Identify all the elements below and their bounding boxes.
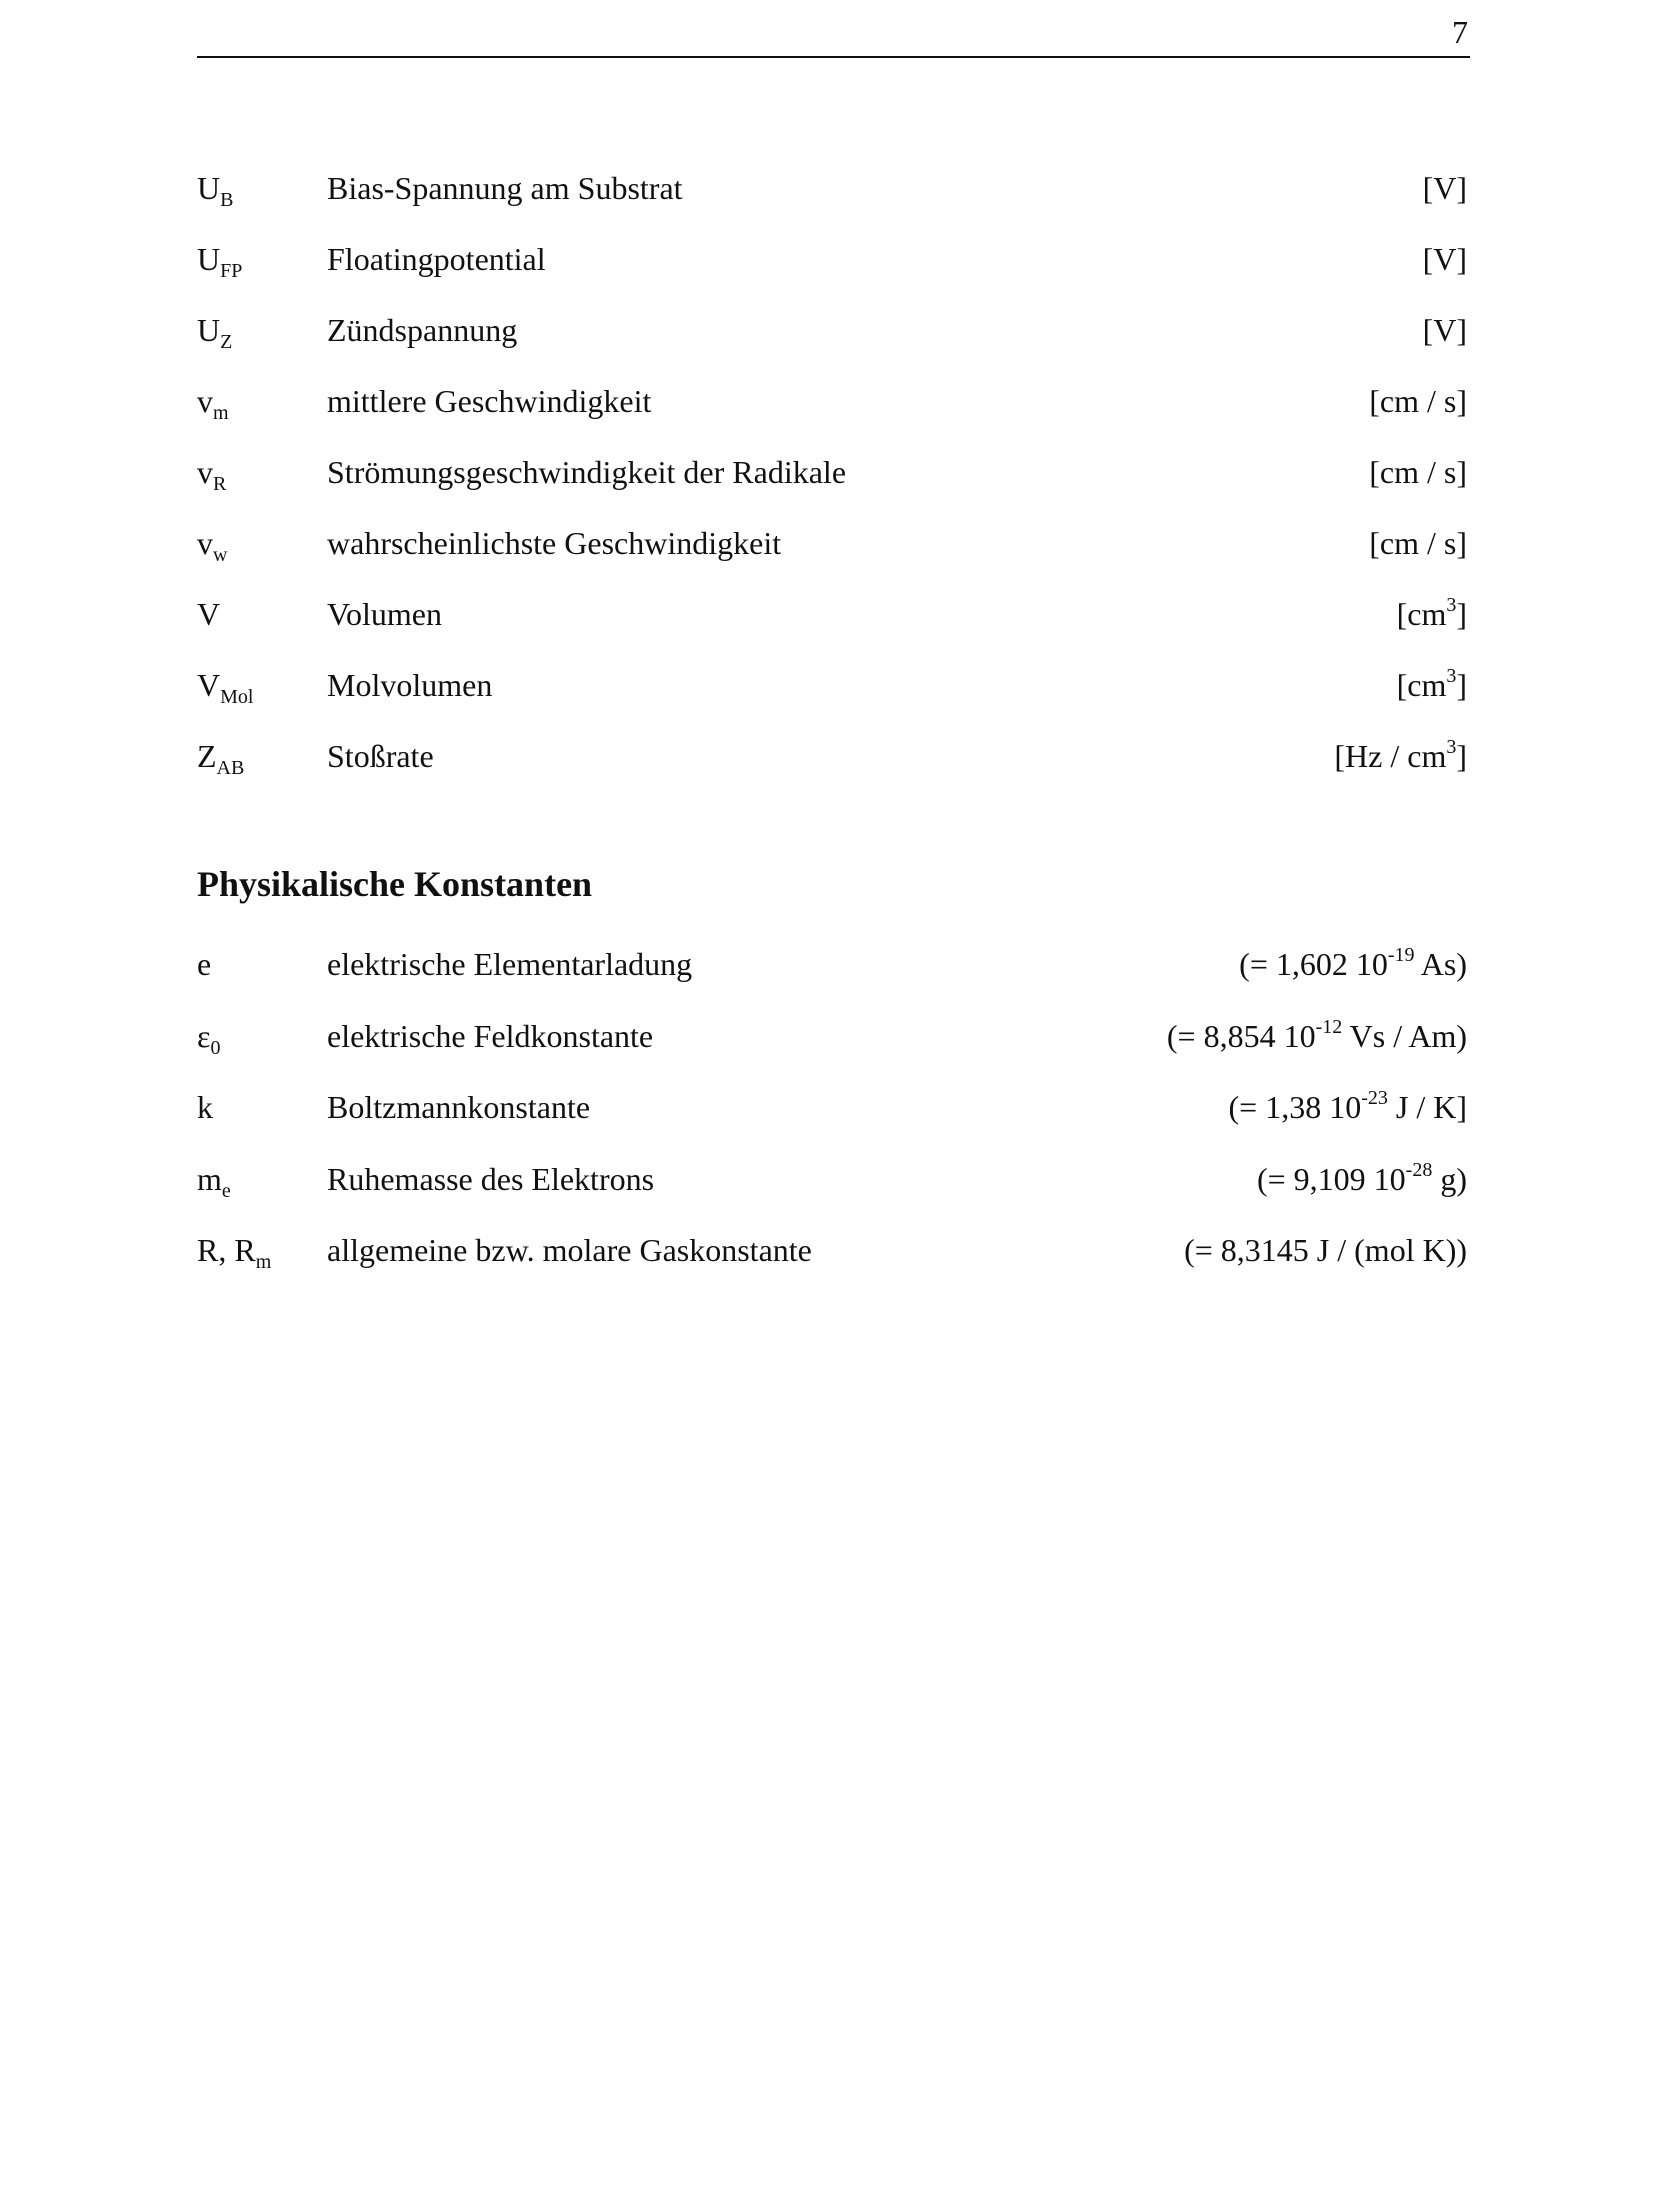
constant-value xyxy=(1184,1230,1467,1270)
unit-text: [cm xyxy=(1396,596,1447,632)
constant-description: elektrische Feldkonstante xyxy=(327,1017,654,1054)
unit-text: [cm / s] xyxy=(1369,525,1467,561)
value-text-end: Vs / Am) xyxy=(1342,1017,1467,1054)
constant-row xyxy=(197,1230,1467,1302)
unit-text: [cm / s] xyxy=(1369,454,1467,490)
symbol-subscript: 0 xyxy=(210,1036,221,1059)
constant-row xyxy=(197,1087,1467,1159)
symbol-row xyxy=(197,381,1467,452)
symbol-unit xyxy=(1423,168,1467,208)
symbol xyxy=(197,239,243,282)
symbol-description: Floatingpotential xyxy=(327,241,546,277)
unit-text: [cm / s] xyxy=(1369,383,1467,419)
symbol-base: Z xyxy=(197,738,217,774)
constant-description: elektrische Elementarladung xyxy=(327,946,693,982)
page-number: 7 xyxy=(1452,14,1468,50)
symbol xyxy=(197,310,233,353)
unit-superscript: 3 xyxy=(1446,665,1457,687)
symbol-row xyxy=(197,736,1467,807)
symbol-base: V xyxy=(197,596,221,632)
constant-row xyxy=(197,1159,1467,1231)
constant-description: Boltzmannkonstante xyxy=(327,1089,591,1125)
section-heading-constants: Physikalische Konstanten xyxy=(197,864,593,904)
symbol-base: v xyxy=(197,383,213,419)
unit-text: [cm xyxy=(1396,667,1447,703)
symbol xyxy=(197,523,228,566)
unit-text-end: ] xyxy=(1456,596,1467,632)
symbol-description: wahrscheinlichste Geschwindigkeit xyxy=(327,525,782,561)
unit-superscript: 3 xyxy=(1446,736,1457,758)
symbol xyxy=(197,594,220,634)
symbol-description: Zündspannung xyxy=(327,312,518,348)
unit-text: [V] xyxy=(1422,312,1467,348)
symbol-base: ε xyxy=(197,1017,211,1054)
value-text: (= 1,602 10 xyxy=(1239,946,1388,982)
symbol-unit xyxy=(1423,239,1467,279)
symbol-subscript: Z xyxy=(220,331,233,353)
symbol-subscript: AB xyxy=(216,757,245,779)
symbol xyxy=(197,736,245,779)
value-exponent: -23 xyxy=(1361,1087,1388,1109)
symbol-row xyxy=(197,310,1467,381)
constants-list xyxy=(197,944,1467,1302)
symbol-unit xyxy=(1397,594,1467,634)
symbol-base: U xyxy=(197,312,221,348)
value-text: (= 8,3145 J / (mol K)) xyxy=(1184,1232,1467,1268)
symbol xyxy=(197,944,211,984)
symbol xyxy=(197,1159,231,1202)
constant-row xyxy=(197,944,1467,1016)
value-exponent: -28 xyxy=(1405,1158,1433,1181)
symbol-base: R, R xyxy=(197,1232,256,1268)
constant-value xyxy=(1257,1159,1467,1199)
symbol xyxy=(197,665,254,708)
symbol-base: U xyxy=(197,241,221,277)
symbol-base: k xyxy=(197,1089,213,1125)
symbol-subscript: R xyxy=(213,473,227,495)
symbol-subscript: m xyxy=(255,1251,272,1273)
symbol-unit xyxy=(1369,523,1467,563)
symbol-unit xyxy=(1369,452,1467,492)
symbol-unit xyxy=(1423,310,1467,350)
value-exponent: -12 xyxy=(1315,1015,1343,1038)
value-text-end: g) xyxy=(1432,1160,1467,1197)
symbol xyxy=(197,452,227,495)
value-text-end: As) xyxy=(1414,946,1467,982)
value-text: (= 1,38 10 xyxy=(1228,1089,1362,1125)
symbol-subscript: Mol xyxy=(220,686,254,708)
symbol-row xyxy=(197,452,1467,523)
symbol-base: m xyxy=(197,1160,222,1197)
symbol-base: v xyxy=(197,525,213,561)
symbol-description: Strömungsgeschwindigkeit der Radikale xyxy=(327,454,847,490)
unit-text: [V] xyxy=(1422,170,1467,206)
symbol-base: U xyxy=(197,170,221,206)
symbol xyxy=(197,1087,213,1127)
symbol-subscript: FP xyxy=(220,260,243,282)
value-text: (= 8,854 10 xyxy=(1166,1017,1316,1054)
symbol-unit xyxy=(1397,665,1467,705)
unit-superscript: 3 xyxy=(1446,594,1457,616)
symbol-base: v xyxy=(197,454,213,490)
constant-description: Ruhemasse des Elektrons xyxy=(327,1160,655,1197)
symbol-description: mittlere Geschwindigkeit xyxy=(327,383,652,419)
symbol-description: Volumen xyxy=(327,596,442,632)
header-rule xyxy=(197,56,1470,58)
value-exponent: -19 xyxy=(1387,944,1415,966)
symbol-subscript: B xyxy=(220,189,234,211)
symbol-list xyxy=(197,168,1467,807)
symbol-description: Stoßrate xyxy=(327,738,434,774)
symbol-row xyxy=(197,665,1467,736)
symbol-row xyxy=(197,239,1467,310)
symbol-subscript: e xyxy=(221,1179,231,1202)
symbol xyxy=(197,1230,272,1273)
symbol-subscript: w xyxy=(213,544,228,566)
constant-value xyxy=(1229,1087,1467,1127)
unit-text-end: ] xyxy=(1456,667,1467,703)
constant-row xyxy=(197,1016,1467,1088)
symbol-unit xyxy=(1369,381,1467,421)
symbol-description: Molvolumen xyxy=(327,667,493,703)
symbol-row xyxy=(197,594,1467,665)
symbol xyxy=(197,1016,221,1059)
symbol-row xyxy=(197,168,1467,239)
constant-value xyxy=(1239,944,1467,984)
symbol-subscript: m xyxy=(213,402,229,424)
unit-text: [Hz / cm xyxy=(1334,738,1447,774)
unit-text: [V] xyxy=(1422,241,1467,277)
symbol-base: V xyxy=(197,667,221,703)
constant-value xyxy=(1167,1016,1467,1056)
symbol xyxy=(197,168,234,211)
symbol xyxy=(197,381,229,424)
unit-text-end: ] xyxy=(1456,738,1467,774)
symbol-row xyxy=(197,523,1467,594)
symbol-base: e xyxy=(197,946,212,982)
symbol-unit xyxy=(1334,736,1467,776)
value-text: (= 9,109 10 xyxy=(1256,1160,1406,1197)
symbol-description: Bias-Spannung am Substrat xyxy=(327,170,683,206)
constant-description: allgemeine bzw. molare Gaskonstante xyxy=(327,1232,812,1268)
value-text-end: J / K] xyxy=(1387,1089,1467,1125)
